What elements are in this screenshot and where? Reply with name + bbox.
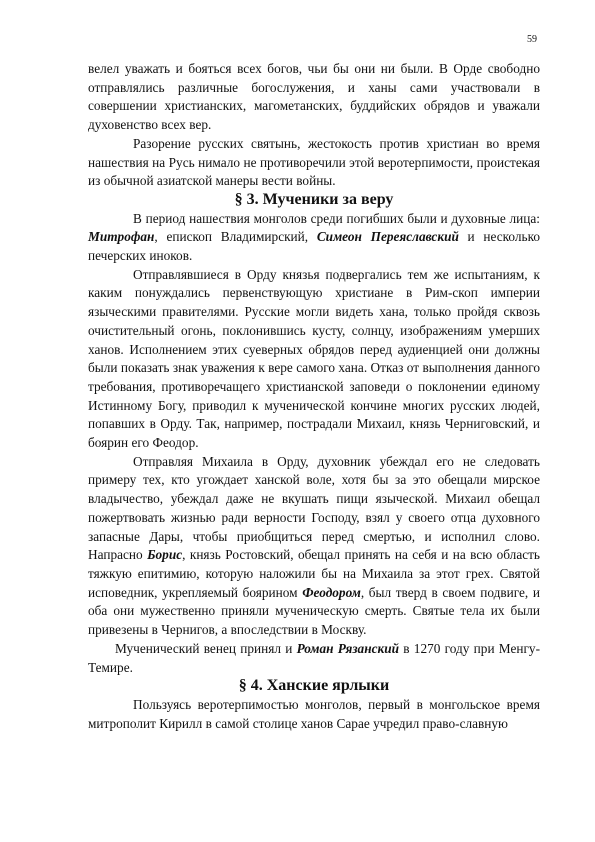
paragraph-7: Пользуясь веротерпимостью монголов, первый в монгольское время митрополит Кирилл в самой столице ханов Сарае учредил право-славную bbox=[88, 696, 540, 731]
text-run: , князь Ростовский, обещал принять на себя и на всю область тяжкую епитимию, которую наложили бы на Михаила за этот грех. Святой исповедник, укрепляемый боярином bbox=[88, 547, 540, 600]
paragraph-2: Разорение русских святынь, жестокость против христиан во время нашествия на Русь нимало не противоречили этой веротерпимости, проистекая из обычной азиатской манеры вести войны. bbox=[88, 135, 540, 189]
name-boris: Борис bbox=[147, 547, 183, 563]
text-run: , епископ Владимирский, bbox=[154, 229, 317, 245]
paragraph-3 bbox=[88, 210, 540, 266]
page-body bbox=[88, 60, 540, 733]
section-heading-3: § 3. Мученики за веру bbox=[234, 190, 394, 208]
text-run: и несколько печерских иноков. bbox=[88, 229, 541, 264]
name-mitrofan: Митрофан bbox=[88, 229, 155, 245]
text-run: Мученический венец принял и bbox=[115, 640, 297, 656]
name-simeon: Симеон Переяславский bbox=[316, 229, 459, 245]
text-run: В период нашествия монголов среди погибших были и духовные лица: bbox=[133, 210, 540, 226]
text-run: , был тверд в своем подвиге, и оба они мужественно приняли мученическую смерть. Святые тела их были привезены в Чернигов, а впоследствии в Москву. bbox=[88, 584, 540, 638]
paragraph-1: велел уважать и бояться всех богов, чьи бы они ни были. В Орде свободно отправлялись различные богослужения, и ханы сами участвовали в совершении христианских, магометанских, буддийских обрядов и уважали духовенство всех вер. bbox=[88, 61, 540, 133]
name-feodor: Феодором bbox=[302, 584, 361, 600]
paragraph-5 bbox=[88, 453, 540, 640]
page-number: 59 bbox=[527, 34, 537, 45]
section-heading-4: § 4. Ханские ярлыки bbox=[238, 677, 390, 695]
paragraph-4: Отправлявшиеся в Орду князья подвергались тем же испытаниям, к каким понуждались первенствующую христиане в Рим-скоп империи языческими правителями. Русские могли видеть хана, только пройдя сквозь очистительный огонь, поклонившись кусту, солнцу, изображениям умерших ханов. Исполнением этих суеверных обрядов перед аудиенцией они должны были показать знак уважения к вере самого хана. Отказ от выполнения данного требования, противоречащего христианской заповеди о поклонении единому Истинному Богу, приводил к мученической кончине многих русских людей, попавших в Орду. Так, например, пострадали Михаил, князь Черниговский, и боярин его Феодор. bbox=[88, 266, 540, 451]
text-run: в 1270 году при Менгу-Темире. bbox=[88, 640, 541, 675]
text-run: Отправляя Михаила в Орду, духовник убеждал его не следовать примеру тех, кто угождает ханской воле, хотя бы за это обещали мирское владычество, убеждал даже не вкушать пищи языческой. Михаил обещал пожертвовать жизнью ради верности Господу, взял у своего отца духовного запасные Дары, чтобы приобщиться перед смертью, и исполнил слово. Напрасно bbox=[88, 453, 540, 563]
paragraph-6 bbox=[88, 640, 540, 677]
name-roman: Роман Рязанский bbox=[296, 640, 400, 656]
